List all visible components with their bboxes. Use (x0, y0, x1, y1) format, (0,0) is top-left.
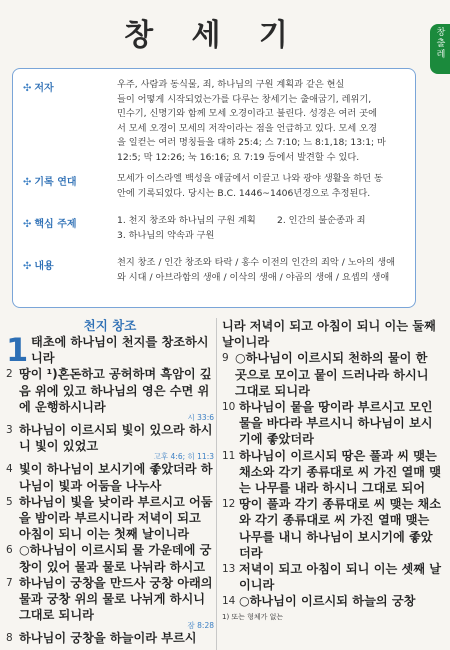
theme-label: 핵심 주제 (34, 219, 77, 230)
verse-12: 12 땅이 풀과 각기 종류대로 씨 맺는 채소와 각기 종류대로 씨 가진 열매 맺는 나무를 내니 하나님이 보시기에 좋았더라 (222, 497, 442, 560)
content-label: 내용 (34, 261, 54, 272)
footnote: 1) 또는 형체가 없는 (222, 612, 284, 621)
verse-3: 3 하나님이 이르시되 빛이 있으라 하시니 빛이 있었고 고후 4:6; 히 11:3 (6, 423, 214, 462)
bullet-icon: ✣ (23, 177, 32, 188)
verse-9: 9 ○하나님이 이르시되 천하의 물이 한 곳으로 모이고 뭍이 드러나라 하시니 그대로 되니라 (222, 351, 429, 398)
verse-13: 13 저녁이 되고 아침이 되니 이는 셋째 날이니라 (222, 562, 442, 593)
verse-5: 5 하나님이 빛을 낮이라 부르시고 어둠을 밤이라 부르시니라 저녁이 되고 아침이 되니 이는 첫째 날이니라 (6, 494, 213, 542)
verse-14: 14 ○하나님이 이르시되 하늘의 궁창 (222, 594, 416, 609)
date-text: 모세가 이스라엘 백성을 애굽에서 이끌고 나와 광야 생활을 하던 동 안에 기록되었다. 당시는 B.C. 1446~1406년경으로 추정된다. (117, 173, 383, 199)
verse-8-continued: 니라 저녁이 되고 아침이 되니 이는 둘째 날이니라 (222, 319, 436, 350)
verse-4: 4 빛이 하나님이 보시기에 좋았더라 하나님이 빛과 어둠을 나누사 (6, 462, 213, 493)
verse-11: 11 하나님이 이르시되 땅은 풀과 씨 맺는 채소와 각기 종류대로 씨 가진 열매 맺는 나무를 내라 하시니 그대로 되어 (222, 448, 442, 496)
chapter-number: 1 (6, 331, 29, 369)
verse-2: 2 땅이 ¹)혼돈하고 공허하며 흑암이 깊음 위에 있고 하나님의 영은 수면 위에 운행하시니라 시 33:6 (6, 367, 214, 423)
tab-label-leviticus: 레 (436, 50, 446, 60)
verse-8: 8 하나님이 궁창을 하늘이라 부르시 (6, 631, 197, 646)
tab-label-genesis: 창 (436, 28, 446, 38)
cross-reference[interactable]: 잠 8:28 (187, 621, 214, 631)
theme-item: 3. 하나님의 약속과 구원 (117, 229, 215, 241)
content-text: 천지 창조 / 인간 창조와 타락 / 홍수 이전의 인간의 죄악 / 노아의 생애 와 시대 / 아브라함의 생애 / 이삭의 생애 / 야곱의 생애 / 요셉의 생애 (117, 257, 396, 283)
verse-1: 태초에 하나님이 천지를 창조하시니라 (31, 335, 209, 366)
bullet-icon: ✣ (23, 219, 32, 230)
bullet-icon: ✣ (23, 83, 32, 94)
theme-item: 1. 천지 창조와 하나님의 구원 계획 (117, 215, 256, 226)
cross-reference[interactable]: 고후 4:6; 히 11:3 (153, 452, 214, 462)
author-label: 저자 (34, 83, 54, 94)
book-index-tab[interactable] (430, 24, 450, 74)
section-heading: 천지 창조 (83, 318, 137, 333)
column-divider (216, 318, 217, 650)
date-label: 기록 연대 (34, 177, 77, 188)
tab-label-exodus: 출 (436, 39, 446, 49)
verse-7: 7 하나님이 궁창을 만드사 궁창 아래의 물과 궁창 위의 물로 나뉘게 하시니 그대로 되니라 잠 8:28 (6, 575, 214, 631)
bullet-icon: ✣ (23, 261, 32, 272)
author-text: 우주, 사람과 동식물, 죄, 하나님의 구원 계획과 같은 현실 들이 어떻게 시작되었는가를 다루는 창세기는 출애굽기, 레위기, 민수기, 신명기와 함께 모세 오경이라고 불린다. 성경은 여러 곳에 서 모세 오경이 모세의 저작이라는 점을 언급하고 있다. 모세 오경 을 일컫는 여러 명칭들을 대하 25:4; 스 7:10; 느 8:1,18; 13:1; 마 12:5; 막 12:26; 눅 16:16; 요 7:19 등에서 발견할 수 있다. (117, 79, 386, 163)
book-intro-box (12, 68, 416, 308)
cross-reference[interactable]: 시 33:6 (187, 413, 214, 423)
right-column (222, 318, 442, 622)
left-column (6, 318, 214, 647)
theme-list (117, 214, 417, 243)
theme-item: 2. 인간의 불순종과 죄 (277, 215, 366, 226)
verse-10: 10 하나님이 뭍을 땅이라 부르시고 모인 물을 바다라 부르시니 하나님이 보시기에 좋았더라 (222, 400, 433, 447)
verse-6: 6 ○하나님이 이르시되 물 가운데에 궁창이 있어 물과 물로 나뉘라 하시고 (6, 543, 212, 574)
book-title: 창 세 기 (124, 18, 302, 53)
